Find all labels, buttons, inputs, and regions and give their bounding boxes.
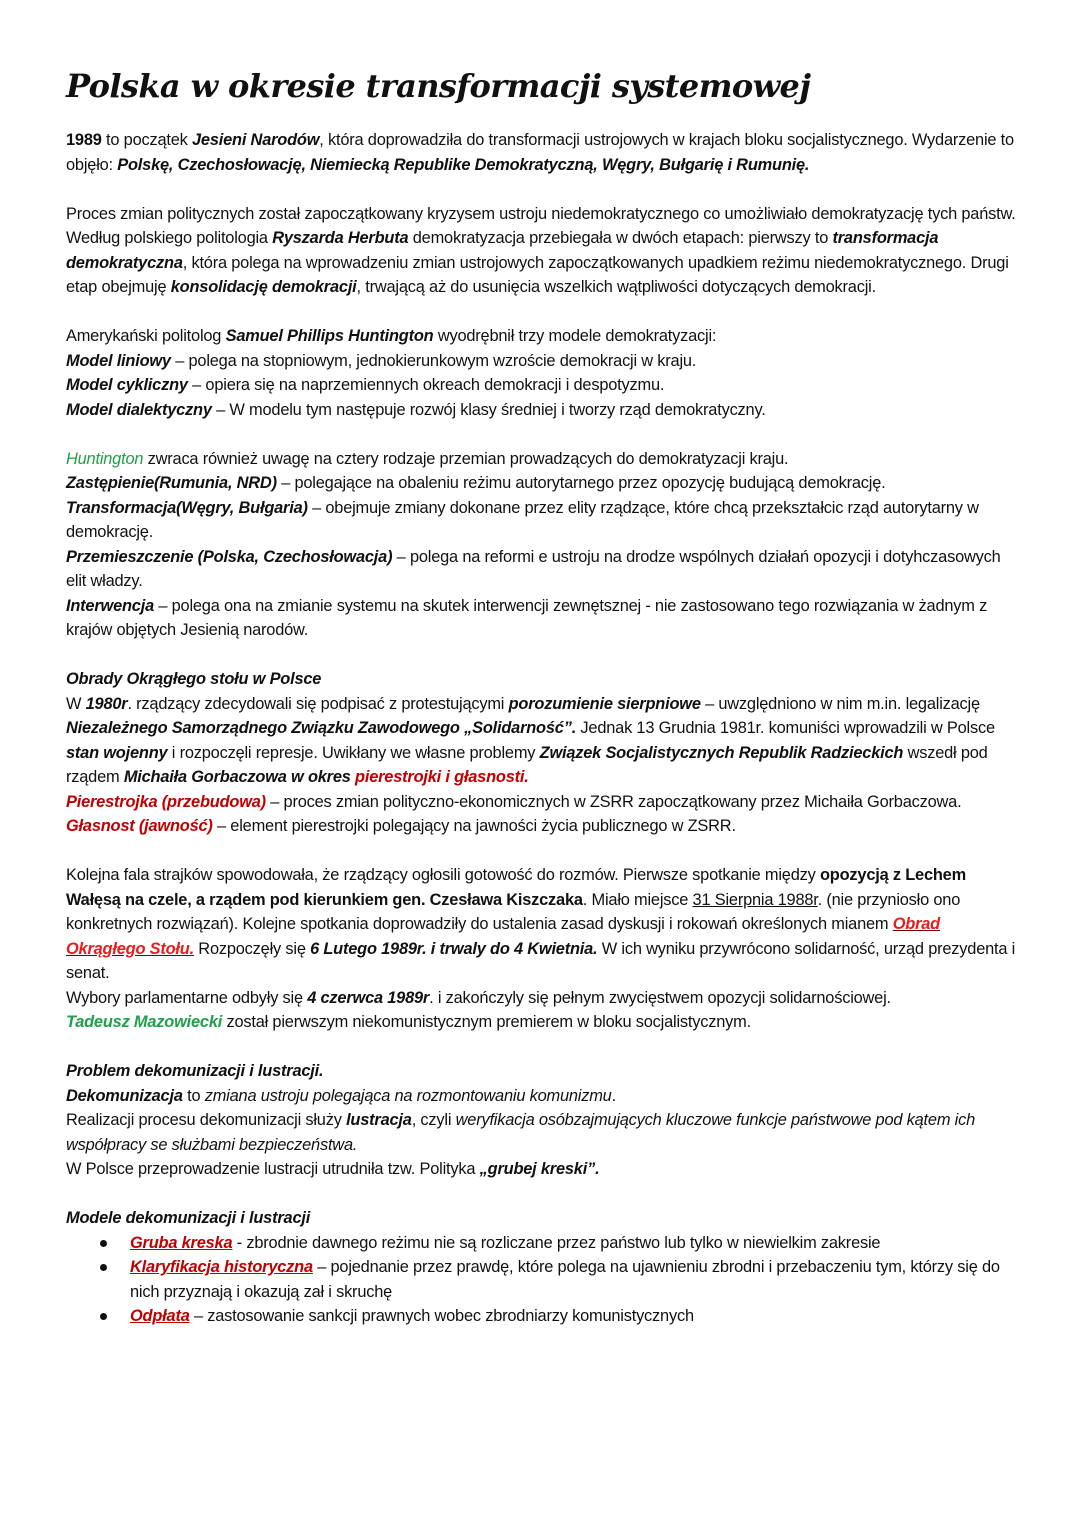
elections-paragraph: Wybory parlamentarne odbyły się 4 czerwca 1989r. i zakończyly się pełnym zwycięstwem opozycji solidarnościowej.	[66, 988, 891, 1007]
bullet-icon	[100, 1313, 107, 1320]
list-item: Gruba kreska - zbrodnie dawnego reżimu nie są rozliczane przez państwo lub tylko w niewielkim zakresie	[66, 1231, 1016, 1256]
round-table-paragraph-1: W 1980r. rządzący zdecydowali się podpisać z protestującymi porozumienie sierpniowe – uwzględniono w nim m.in. legalizację Niezależnego Samorządnego Związku Zawodowego „Solidarność”. Jednak 13 Grudnia 1981r. komuniści wprowadzili w Polsce stan wojenny i rozpoczęli represje. Uwikłany we własne problemy Związek Socjalistycznych Republik Radzieckich wszedł pod rządem Michaiła Gorbaczowa w okres pierestrojki i głasnosti.	[66, 694, 995, 786]
page-title: Polska w okresie transformacji systemowej	[66, 67, 811, 105]
model-item: Model cykliczny – opiera się na naprzemiennych okreach demokracji i despotyzmu.	[66, 376, 665, 394]
type-item: Przemieszczenie (Polska, Czechosłowacja) – polega na reformi e ustroju na drodze wspólnych działań opozycji i dotyhczasowych elit władzy.	[66, 547, 1001, 590]
bullet-icon	[100, 1264, 107, 1271]
huntington-models-intro: Amerykański politolog Samuel Phillips Huntington wyodrębnił trzy modele demokratyzacji:	[66, 327, 717, 345]
models-heading: Modele dekomunizacji i lustracji	[66, 1209, 311, 1227]
model-item: Model dialektyczny – W modelu tym następuje rozwój klasy średniej i tworzy rząd demokratyczny.	[66, 400, 766, 419]
mazowiecki-paragraph: Tadeusz Mazowiecki został pierwszym niekomunistycznym premierem w bloku socjalistycznym.	[66, 1013, 751, 1031]
glasnost-definition: Głasnost (jawność) – element pierestrojki polegający na jawności życia publicznego w ZSRR.	[66, 817, 736, 835]
decommunization-definition: Dekomunizacja to zmiana ustroju polegająca na rozmontowaniu komunizmu.	[66, 1086, 616, 1105]
lustration-definition: Realizacji procesu dekomunizacji służy lustracja, czyli weryfikacja osóbzajmujących kluczowe funkcje państwowe pod kątem ich współpracy se służbami bezpieczeństwa.	[66, 1111, 975, 1154]
round-table-heading: Obrady Okrągłego stołu w Polsce	[66, 670, 322, 688]
type-item: Interwencja – polega ona na zmianie systemu na skutek interwencji zewnętsznej - nie zastosowano tego rozwiązania w żadnym z krajów objętych Jesienią narodów.	[66, 596, 988, 639]
decommunization-heading: Problem dekomunizacji i lustracji.	[66, 1062, 324, 1080]
perestroika-definition: Pierestrojka (przebudowa) – proces zmian polityczno-ekonomicznych w ZSRR zapoczątkowany przez Michaiła Gorbaczowa.	[66, 792, 962, 811]
list-item: Odpłata – zastosowanie sankcji prawnych wobec zbrodniarzy komunistycznych	[66, 1304, 1016, 1329]
bullet-icon	[100, 1240, 107, 1247]
type-item: Transformacja(Węgry, Bułgaria) – obejmuje zmiany dokonane przez elity rządzące, które chcą przekształcic rząd autorytarny w demokrację.	[66, 498, 979, 541]
model-item: Model liniowy – polega na stopniowym, jednokierunkowym wzroście demokracji w kraju.	[66, 351, 697, 370]
huntington-types-intro: Huntington zwraca również uwagę na cztery rodzaje przemian prowadzących do demokratyzacji kraju.	[66, 449, 789, 468]
process-paragraph: Proces zmian politycznych został zapoczątkowany kryzysem ustroju niedemokratycznego co umożliwiało demokratyzację tych państw. Według polskiego politologia Ryszarda Herbuta demokratyzacja przebiegała w dwóch etapach: pierwszy to transformacja demokratyczna, która polega na wprowadzeniu zmian ustrojowych zapoczątkowanych upadkiem reżimu niedemokratycznego. Drugi etap obejmuję konsolidację demokracji, trwającą aż do usunięcia wszelkich wątpliwości dotyczących demokracji.	[66, 204, 1016, 296]
list-item: Klaryfikacja historyczna – pojednanie przez prawdę, które polega na ujawnieniu zbrodni i przebaczeniu tym, którzy się do nich przyznają i okazują zał i skruchę	[66, 1255, 1016, 1304]
intro-paragraph: 1989 to początek Jesieni Narodów, która doprowadziła do transformacji ustrojowych w krajach bloku socjalistycznego. Wydarzenie to objęło: Polskę, Czechosłowację, Niemiecką Republike Demokratyczną, Węgry, Bułgarię i Rumunię.	[66, 131, 1014, 174]
models-list	[66, 1231, 1016, 1329]
round-table-paragraph-2: Kolejna fala strajków spowodowała, że rządzący ogłosili gotowość do rozmów. Pierwsze spotkanie między opozycją z Lechem Wałęsą na czele, a rządem pod kierunkiem gen. Czesława Kiszczaka. Miało miejsce 31 Sierpnia 1988r. (nie przyniosło ono konkretnych rozwiązań). Kolejne spotkania doprowadziły do ustalenia zasad dyskusji i rokowań określonych mianem Obrad Okrągłego Stołu. Rozpoczęły się 6 Lutego 1989r. i trwaly do 4 Kwietnia. W ich wyniku przywrócono solidarność, urząd prezydenta i senat.	[66, 866, 1016, 982]
thick-line-paragraph: W Polsce przeprowadzenie lustracji utrudniła tzw. Polityka „grubej kreski”.	[66, 1160, 600, 1178]
type-item: Zastępienie(Rumunia, NRD) – polegające na obaleniu reżimu autorytarnego przez opozycję budującą demokrację.	[66, 474, 886, 492]
document-page	[66, 66, 1016, 1329]
